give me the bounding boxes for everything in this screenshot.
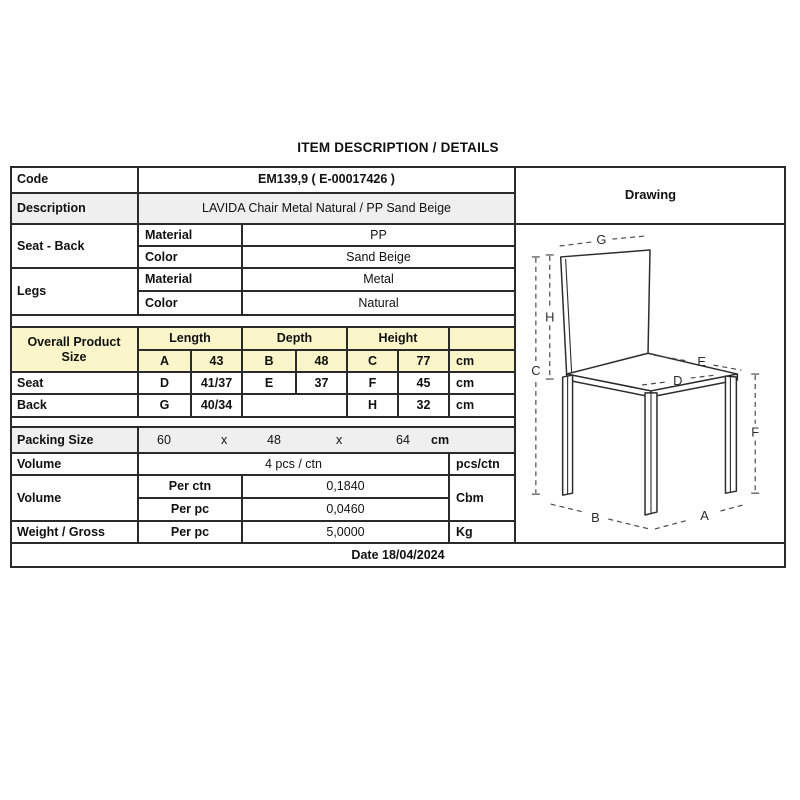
legs-label: Legs <box>10 268 138 315</box>
dim-e-value: 37 <box>296 372 347 394</box>
back-row-label: Back <box>10 394 138 417</box>
dim-c-value: 77 <box>398 350 449 372</box>
dim-a-value: 43 <box>191 350 242 372</box>
volume-pcs-label: Volume <box>10 453 138 475</box>
spec-table <box>10 166 786 568</box>
height-header: Height <box>347 327 449 350</box>
spacer-row-1 <box>10 315 515 327</box>
description-label: Description <box>10 193 138 224</box>
depth-header: Depth <box>242 327 347 350</box>
code-value: EM139,9 ( E-00017426 ) <box>138 166 515 193</box>
legs-material-label: Material <box>138 268 242 291</box>
per-ctn-value: 0,1840 <box>242 475 449 498</box>
code-label: Code <box>10 166 138 193</box>
packing-size-values <box>138 427 515 453</box>
overall-size-label <box>10 327 138 372</box>
length-header: Length <box>138 327 242 350</box>
page-title: ITEM DESCRIPTION / DETAILS <box>297 140 499 155</box>
dim-e-letter: E <box>242 372 296 394</box>
dim-b-letter: B <box>242 350 296 372</box>
per-ctn-label: Per ctn <box>138 475 242 498</box>
volume-pcs-value: 4 pcs / ctn <box>138 453 449 475</box>
dim-f-value: 45 <box>398 372 449 394</box>
dim-label-d: D <box>673 372 683 388</box>
weight-label: Weight / Gross <box>10 521 138 543</box>
seat-row-label: Seat <box>10 372 138 394</box>
dim-label-h: H <box>545 309 555 325</box>
packing-size-label: Packing Size <box>10 427 138 453</box>
seat-back-label: Seat - Back <box>10 224 138 268</box>
dim-b-value: 48 <box>296 350 347 372</box>
dim-label-f: F <box>751 424 760 440</box>
dim-f-letter: F <box>347 372 398 394</box>
description-value: LAVIDA Chair Metal Natural / PP Sand Beige <box>138 193 515 224</box>
dim-label-b: B <box>591 509 600 525</box>
dim-label-a: A <box>700 507 709 523</box>
legs-material-value: Metal <box>242 268 515 291</box>
weight-value: 5,0000 <box>242 521 449 543</box>
dim-g-letter: G <box>138 394 191 417</box>
packing-sep-2: x <box>336 432 343 447</box>
back-row-empty <box>242 394 347 417</box>
overall-size-label-line1: Overall Product <box>27 335 121 350</box>
per-pc-label: Per pc <box>138 498 242 521</box>
seat-back-material-label: Material <box>138 224 242 246</box>
drawing-header: Drawing <box>515 166 786 224</box>
dim-d-value: 41/37 <box>191 372 242 394</box>
dim-c-letter: C <box>347 350 398 372</box>
packing-length: 60 <box>157 432 171 447</box>
dim-label-e: E <box>697 354 706 370</box>
back-unit: cm <box>449 394 515 417</box>
date-row: Date 18/04/2024 <box>10 543 786 568</box>
dim-d-letter: D <box>138 372 191 394</box>
seat-back-material-value: PP <box>242 224 515 246</box>
dim-h-value: 32 <box>398 394 449 417</box>
overall-unit: cm <box>449 350 515 372</box>
dim-h-letter: H <box>347 394 398 417</box>
packing-height: 64 <box>396 432 410 447</box>
volume-cbm-unit: Cbm <box>449 475 515 521</box>
volume-cbm-label: Volume <box>10 475 138 521</box>
seat-back-color-value: Sand Beige <box>242 246 515 268</box>
dim-label-g: G <box>596 232 607 248</box>
weight-per-pc-label: Per pc <box>138 521 242 543</box>
per-pc-value: 0,0460 <box>242 498 449 521</box>
chair-drawing <box>516 225 785 542</box>
packing-sep-1: x <box>221 432 228 447</box>
legs-color-value: Natural <box>242 291 515 315</box>
legs-color-label: Color <box>138 291 242 315</box>
packing-unit: cm <box>431 432 450 447</box>
overall-size-label-line2: Size <box>61 349 87 364</box>
seat-back-color-label: Color <box>138 246 242 268</box>
spacer-row-2 <box>10 417 515 427</box>
seat-unit: cm <box>449 372 515 394</box>
volume-pcs-unit: pcs/ctn <box>449 453 515 475</box>
weight-unit: Kg <box>449 521 515 543</box>
packing-width: 48 <box>267 432 281 447</box>
dim-label-c: C <box>531 363 541 379</box>
dim-g-value: 40/34 <box>191 394 242 417</box>
drawing-cell <box>515 224 786 543</box>
dim-a-letter: A <box>138 350 191 372</box>
size-unit-header-empty <box>449 327 515 350</box>
